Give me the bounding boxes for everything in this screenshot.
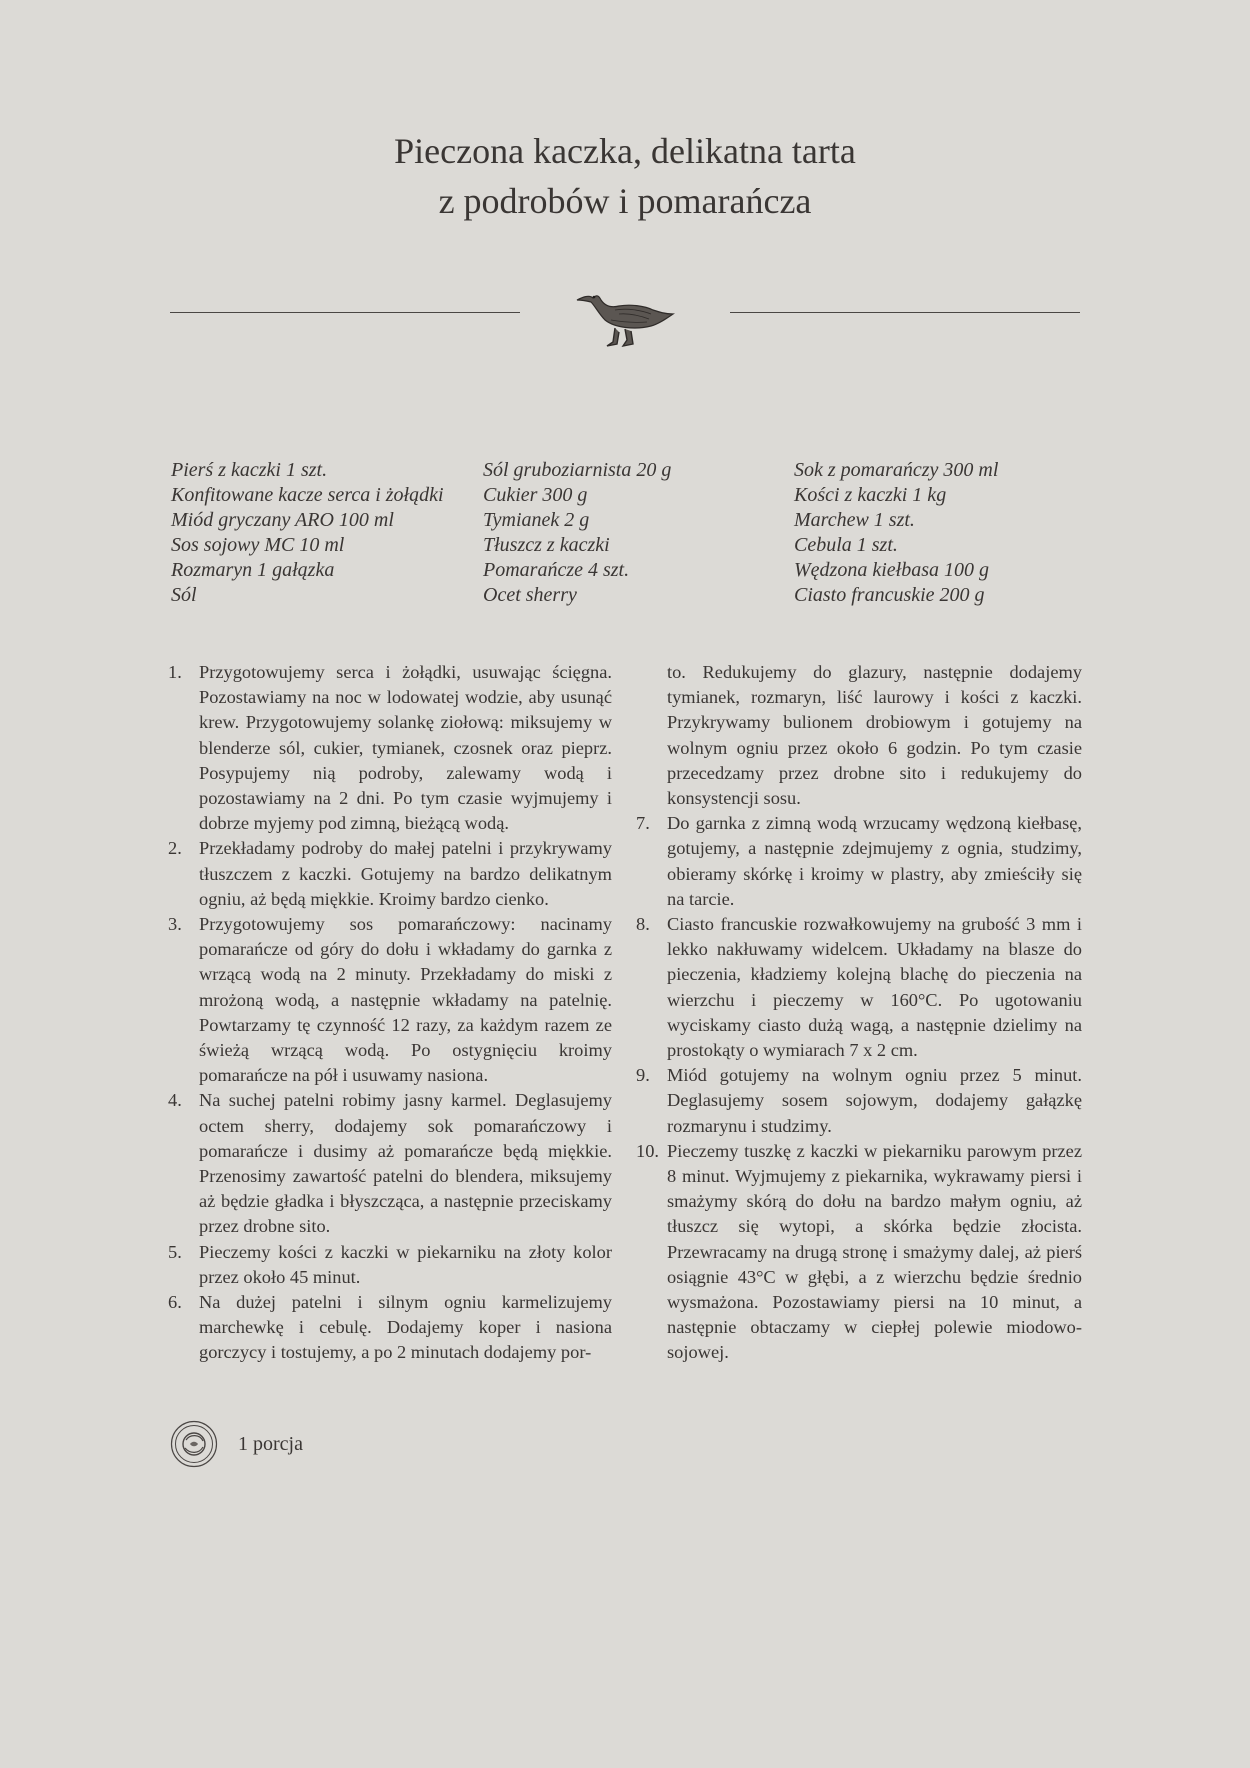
ingredient: Miód gryczany ARO 100 ml: [171, 509, 394, 531]
ingredient: Sól: [171, 584, 197, 606]
step-number: 9.: [636, 1065, 650, 1086]
divider-left: [170, 312, 520, 313]
step-text: Miód gotujemy na wolnym ogniu przez 5 minut. Deglasujemy sosem sojowym, dodajemy gałązkę rozmarynu i studzimy.: [667, 1065, 1082, 1136]
step-item: [636, 912, 1082, 1063]
ingredient: Pierś z kaczki 1 szt.: [171, 459, 328, 481]
recipe-title: [0, 126, 1250, 226]
step-text: Do garnka z zimną wodą wrzucamy wędzoną kiełbasę, gotujemy, a następnie zdejmujemy z ognia, studzimy, obieramy skórkę i kroimy w plastry, aby zmieściły się na tarcie.: [667, 813, 1082, 909]
step-continuation: to. Redukujemy do glazury, następnie dodajemy tymianek, rozmaryn, liść laurowy i kości z kaczki. Przykrywamy bulionem drobiowym i gotujemy na wolnym ogniu przez około 6 godzin. Po tym czasie przecedzamy przez drobne sito i redukujemy do konsystencji sosu.: [667, 662, 1082, 809]
step-text: Ciasto francuskie rozwałkowujemy na grubość 3 mm i lekko nakłuwamy widelcem. Układamy na blasze do pieczenia, kładziemy kolejną blachę do pieczenia na wierzchu i pieczemy w 160°C. Po ugotowaniu wyciskamy ciasto dużą wagą, a następnie dzielimy na prostokąty o wymiarach 7 x 2 cm.: [667, 914, 1082, 1061]
step-text: Na dużej patelni i silnym ogniu karmelizujemy marchewkę i cebulę. Dodajemy koper i nasiona gorczycy i tostujemy, a po 2 minutach dodajemy por-: [199, 1292, 612, 1363]
ingredient: Sok z pomarańczy 300 ml: [794, 459, 999, 481]
ingredient: Konfitowane kacze serca i żołądki: [171, 484, 444, 506]
step-item: [636, 1139, 1082, 1366]
step-item: [168, 912, 612, 1088]
ingredients-column-3: [794, 458, 998, 608]
ingredient: Tymianek 2 g: [483, 509, 590, 531]
ingredient: Sól gruboziarnista 20 g: [483, 459, 672, 481]
plate-icon: [170, 1420, 218, 1468]
step-number: 7.: [636, 813, 650, 834]
step-item: [168, 836, 612, 912]
ingredient: Sos sojowy MC 10 ml: [171, 534, 345, 556]
title-line-1: Pieczona kaczka, delikatna tarta: [394, 131, 856, 171]
ingredient: Ocet sherry: [483, 584, 577, 606]
step-item: [636, 1063, 1082, 1139]
step-number: 1.: [168, 662, 182, 682]
step-text: Przygotowujemy serca i żołądki, usuwając ścięgna. Pozostawiamy na noc w lodowatej wodzie, aby usunąć krew. Przygotowujemy solankę ziołową: miksujemy w blenderze sól, cukier, tymianek, czosnek oraz pieprz. Posypujemy nią podroby, zalewamy wodą i pozostawiamy na 2 dni. Po tym czasie wyjmujemy i dobrze myjemy pod zimną, bieżącą wodą.: [199, 662, 612, 834]
title-line-2: z podrobów i pomarańcza: [438, 181, 812, 221]
step-text: Przekładamy podroby do małej patelni i przykrywamy tłuszczem z kaczki. Gotujemy na bardzo delikatnym ogniu, aż będą miękkie. Kroimy bardzo cienko.: [199, 838, 612, 909]
step-number: 4.: [168, 1090, 182, 1111]
ingredient: Ciasto francuskie 200 g: [794, 584, 985, 606]
ingredient: Pomarańcze 4 szt.: [483, 559, 630, 581]
step-item: [168, 1240, 612, 1290]
step-number: 2.: [168, 838, 182, 859]
portion-count: 1 porcja: [238, 1433, 303, 1455]
ingredient: Kości z kaczki 1 kg: [794, 484, 947, 506]
ingredient: Wędzona kiełbasa 100 g: [794, 559, 989, 581]
ingredient: Rozmaryn 1 gałązka: [171, 559, 335, 581]
ingredient: Cukier 300 g: [483, 484, 588, 506]
step-text: Pieczemy kości z kaczki w piekarniku na złoty kolor przez około 45 minut.: [199, 1241, 612, 1287]
step-number: 10.: [636, 1140, 659, 1161]
steps-column-right: [636, 660, 1082, 1366]
duck-icon: [575, 276, 675, 350]
step-item: [168, 1290, 612, 1366]
steps-column-left: [168, 660, 612, 1366]
step-item: [636, 811, 1082, 912]
step-item: [168, 660, 612, 836]
step-number: 8.: [636, 914, 650, 935]
step-number: 5.: [168, 1241, 182, 1262]
step-text: Pieczemy tuszkę z kaczki w piekarniku parowym przez 8 minut. Wyjmujemy z piekarnika, wykrawamy piersi i smażymy skórą do dołu na bardzo małym ogniu, aż tłuszcz się wytopi, a skórka będzie złocista. Przewracamy na drugą stronę i smażymy dalej, aż pierś osiągnie 43°C w głębi, a z wierzchu będzie średnio wysmażona. Pozostawiamy piersi na 10 minut, a następnie obtaczamy w ciepłej polewie miodowo-sojowej.: [667, 1140, 1082, 1363]
step-item: [168, 1088, 612, 1239]
step-text: Na suchej patelni robimy jasny karmel. Deglasujemy octem sherry, dodajemy sok pomarańczowy i pomarańcze i dusimy aż pomarańcze będą miękkie. Przenosimy zawartość patelni do blendera, miksujemy aż będzie gładka i błyszcząca, a następnie przeciskamy przez drobne sito.: [199, 1090, 612, 1237]
ingredient: Cebula 1 szt.: [794, 534, 898, 556]
ingredient: Tłuszcz z kaczki: [483, 534, 610, 556]
step-text: Przygotowujemy sos pomarańczowy: nacinamy pomarańcze od góry do dołu i wkładamy do garnka z wrzącą wodą na 2 minuty. Przekładamy do miski z mrożoną wodą, a następnie wkładamy na patelnię. Powtarzamy tę czynność 12 razy, za każdym razem ze świeżą wrzącą wodą. Po ostygnięciu kroimy pomarańcze na pół i usuwamy nasiona.: [199, 914, 612, 1086]
ingredient: Marchew 1 szt.: [794, 509, 915, 531]
divider-right: [730, 312, 1080, 313]
step-number: 6.: [168, 1292, 182, 1313]
ingredients-column-1: [171, 458, 444, 608]
ingredients-column-2: [483, 458, 671, 608]
step-number: 3.: [168, 914, 182, 935]
